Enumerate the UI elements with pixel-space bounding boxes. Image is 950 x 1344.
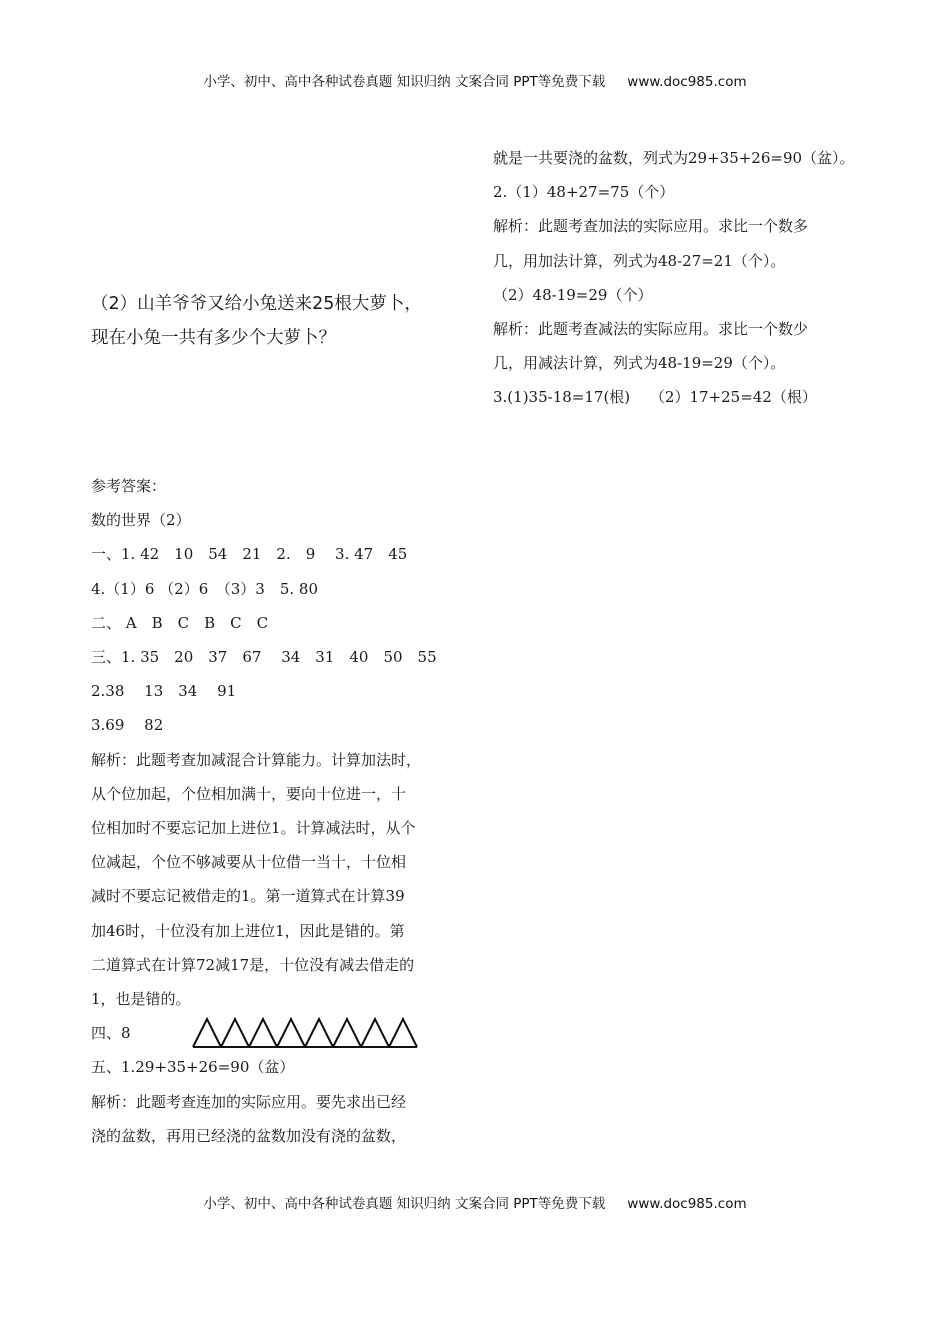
text-line: 位相加时不要忘记加上进位1。计算减法时，从个 [91, 819, 416, 838]
right-column [493, 141, 923, 415]
text-line: 二、 A B C B C C [91, 613, 269, 632]
text-line: 从个位加起，个位相加满十，要向十位进一，十 [91, 784, 407, 803]
text-line: 1，也是错的。 [91, 990, 191, 1009]
text-line: 减时不要忘记被借走的1。第一道算式在计算39 [91, 887, 405, 906]
text-line: 3.69 82 [91, 716, 164, 735]
header-text: 小学、初中、高中各种试卷真题 知识归纳 文案合同 PPT等免费下载 [203, 74, 606, 90]
triangle-shape [305, 1019, 333, 1047]
text-line: 三、1. 35 20 37 67 34 31 40 50 55 [91, 648, 437, 667]
text-line: 4.（1）6 （2）6 （3）3 5. 80 [91, 579, 319, 598]
text-line: 解析：此题考查加法的实际应用。求比一个数多 [493, 217, 809, 236]
text-line: 2.（1）48+27=75（个） [493, 183, 675, 202]
triangle-strip-figure [191, 1017, 427, 1049]
question-line: （2）山羊爷爷又给小兔送来25根大萝卜， [91, 294, 422, 314]
text-line: 一、1. 42 10 54 21 2. 9 3. 47 45 [91, 545, 408, 564]
text-line: 2.38 13 34 91 [91, 682, 237, 701]
text-line: 几，用加法计算，列式为48-27=21（个）。 [493, 251, 786, 270]
section-four-label: 四、8 [91, 1024, 131, 1043]
header-site: www.doc985.com [627, 74, 747, 90]
question-line: 现在小兔一共有多少个大萝卜？ [91, 328, 336, 348]
footer-text: 小学、初中、高中各种试卷真题 知识归纳 文案合同 PPT等免费下载 [203, 1196, 606, 1212]
triangle-shape [193, 1019, 221, 1047]
triangle-shape [221, 1019, 249, 1047]
triangle-shape [361, 1019, 389, 1047]
text-line: 解析：此题考查加减混合计算能力。计算加法时， [91, 750, 422, 769]
text-line: 就是一共要浇的盆数，列式为29+35+26=90（盆）。 [493, 149, 855, 167]
triangle-shape [389, 1019, 417, 1047]
text-line: 解析：此题考查连加的实际应用。要先求出已经 [91, 1092, 407, 1111]
text-line: 浇的盆数，再用已经浇的盆数加没有浇的盆数， [91, 1126, 407, 1145]
text-line: 解析：此题考查减法的实际应用。求比一个数少 [493, 320, 809, 339]
answers-section [91, 469, 471, 1153]
text-line: 五、1.29+35+26=90（盆） [91, 1058, 295, 1077]
triangle-shape [249, 1019, 277, 1047]
triangle-shape [333, 1019, 361, 1047]
text-line: 加46时，十位没有加上进位1，因此是错的。第 [91, 921, 405, 940]
page-footer [0, 1192, 950, 1212]
footer-site: www.doc985.com [627, 1196, 747, 1212]
unit-title: 数的世界（2） [91, 511, 191, 530]
page-header [0, 70, 950, 90]
answers-title: 参考答案： [91, 477, 167, 495]
question-block [91, 287, 481, 355]
text-line: （2）48-19=29（个） [493, 285, 653, 304]
text-line: 二道算式在计算72减17是，十位没有减去借走的 [91, 955, 415, 974]
text-line: 几，用减法计算，列式为48-19=29（个）。 [493, 354, 786, 373]
text-line: 位减起，个位不够减要从十位借一当十，十位相 [91, 853, 407, 872]
triangle-shape [277, 1019, 305, 1047]
text-line: 3.(1)35-18=17(根) （2）17+25=42（根） [493, 388, 817, 407]
section-four-row [91, 1016, 471, 1050]
